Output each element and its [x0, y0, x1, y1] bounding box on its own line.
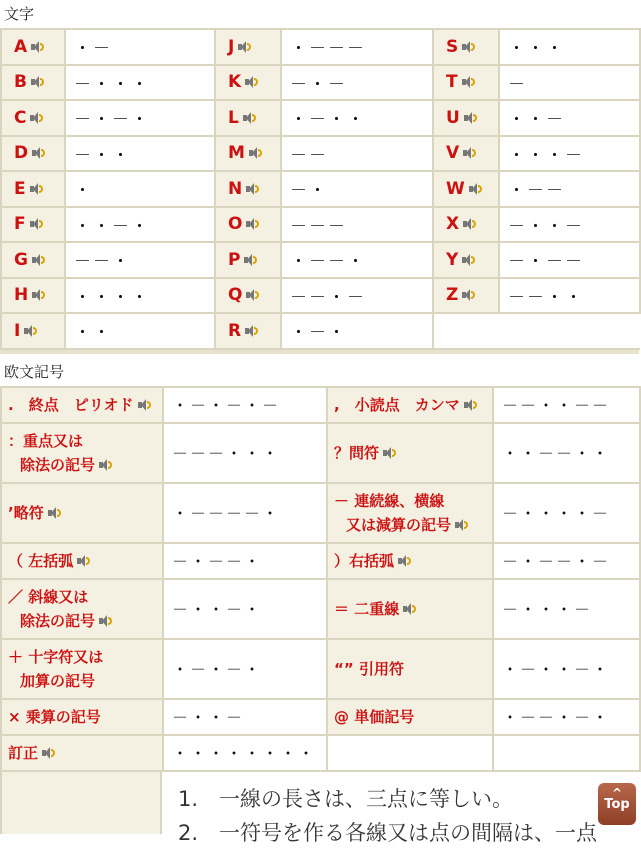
morse-code: －－ [281, 136, 433, 172]
morse-code: ・・・ [499, 29, 640, 65]
symbol-name: ＋ 十字符又は [8, 647, 104, 666]
letter-label: P [228, 249, 241, 270]
morse-code: － [499, 65, 640, 101]
letter-cell [215, 100, 281, 136]
speaker-icon[interactable] [464, 399, 477, 411]
letter-label: Y [446, 249, 459, 270]
symbol-label-cell [327, 699, 493, 735]
speaker-icon[interactable] [398, 555, 411, 567]
morse-code: －・－－・－ [493, 543, 640, 579]
morse-code: －－－・・・ [163, 423, 327, 483]
morse-code: ・・－－・・ [493, 423, 640, 483]
speaker-icon[interactable] [244, 254, 257, 266]
letter-label: F [14, 214, 26, 235]
symbol-name-line2 [8, 609, 162, 633]
letter-label: K [228, 72, 242, 93]
speaker-icon[interactable] [462, 41, 475, 53]
speaker-icon[interactable] [32, 147, 45, 159]
table-row [1, 735, 640, 771]
symbol-name-line2 [334, 513, 492, 537]
table-row [1, 483, 640, 543]
speaker-icon[interactable] [24, 325, 37, 337]
letter-label: L [228, 107, 239, 128]
morse-code: ・－・・ [281, 100, 433, 136]
letter-cell [215, 171, 281, 207]
speaker-icon[interactable] [32, 254, 45, 266]
symbol-name-line2 [8, 669, 162, 693]
morse-code: －・・・・－ [493, 483, 640, 543]
speaker-icon[interactable] [238, 41, 251, 53]
letter-cell [1, 171, 65, 207]
notes-section [0, 772, 639, 845]
letter-label: J [228, 36, 235, 57]
letter-label: B [14, 72, 27, 93]
morse-code: ・－・ [281, 313, 433, 349]
letter-cell [433, 278, 499, 314]
symbol-name: － 連続線、横線 [334, 491, 445, 510]
letter-label: Z [446, 285, 459, 306]
table-row [1, 171, 640, 207]
symbol-label-cell [327, 387, 493, 423]
letter-cell [215, 207, 281, 243]
symbol-label-cell [1, 387, 163, 423]
symbol-label-cell [1, 423, 163, 483]
table-row [1, 65, 640, 101]
symbol-name: ：重点又は [8, 431, 84, 450]
speaker-icon[interactable] [469, 183, 482, 195]
table-row [1, 639, 640, 699]
letter-cell [433, 136, 499, 172]
morse-code: ・－・・－・ [493, 639, 640, 699]
symbol-label-cell [1, 639, 163, 699]
symbol-name: “” 引用符 [334, 659, 404, 678]
symbol-label-cell [327, 543, 493, 579]
morse-code: ・－・－・ [163, 639, 327, 699]
morse-code: －・・－ [499, 207, 640, 243]
speaker-icon[interactable] [246, 183, 259, 195]
table-row [1, 242, 640, 278]
letter-cell [1, 100, 65, 136]
letter-label: D [14, 143, 29, 164]
speaker-icon[interactable] [138, 399, 151, 411]
letter-label: U [446, 107, 460, 128]
letter-label: X [446, 214, 460, 235]
symbol-name: ’略符 [8, 501, 162, 525]
letter-cell [215, 313, 281, 349]
symbols-table [0, 386, 641, 772]
speaker-icon[interactable] [99, 459, 112, 471]
morse-code: －－・・－－ [493, 387, 640, 423]
letter-cell [1, 207, 65, 243]
speaker-icon[interactable] [249, 147, 262, 159]
speaker-icon[interactable] [48, 507, 61, 519]
symbol-name: @ 単価記号 [334, 707, 415, 726]
morse-code: ・－－－ [281, 29, 433, 65]
table-row [1, 136, 640, 172]
letter-cell [215, 278, 281, 314]
letter-cell [215, 136, 281, 172]
morse-code: ・・・－ [499, 136, 640, 172]
letter-cell [215, 65, 281, 101]
morse-code: ・・・・・・・・ [163, 735, 327, 771]
table-row [1, 278, 640, 314]
speaker-icon[interactable] [31, 41, 44, 53]
symbol-name: （ 左括弧 [8, 549, 162, 573]
table-row [1, 387, 640, 423]
morse-code: ・－－・ [281, 242, 433, 278]
note-item: 1. 一線の長さは、三点に等しい。 [178, 786, 514, 811]
symbol-name-cont: 又は減算の記号 [346, 515, 452, 534]
symbol-name-cont: 加算の記号 [20, 671, 96, 690]
speaker-icon[interactable] [462, 76, 475, 88]
speaker-icon[interactable] [383, 447, 396, 459]
symbol-label-cell [1, 543, 163, 579]
letter-label: W [446, 178, 465, 199]
empty-cell [433, 313, 640, 349]
letter-cell [1, 65, 65, 101]
symbol-label-cell [327, 639, 493, 699]
morse-code: ・－ [65, 29, 215, 65]
speaker-icon[interactable] [42, 747, 55, 759]
symbol-name: , 小読点 カンマ [334, 393, 492, 417]
morse-code [493, 735, 640, 771]
morse-code: －・－－ [499, 242, 640, 278]
speaker-icon[interactable] [462, 289, 475, 301]
symbol-label-cell [327, 483, 493, 543]
letter-label: I [14, 320, 21, 341]
morse-code: －・－ [281, 65, 433, 101]
table-row [1, 313, 640, 349]
speaker-icon[interactable] [464, 112, 477, 124]
speaker-icon[interactable] [30, 218, 43, 230]
speaker-icon[interactable] [246, 218, 259, 230]
letter-label: R [228, 320, 242, 341]
symbol-name: ／ 斜線又は [8, 587, 89, 606]
letter-label: O [228, 214, 243, 235]
symbol-name-cont: 除法の記号 [20, 455, 96, 474]
table-row [1, 29, 640, 65]
speaker-icon[interactable] [30, 183, 43, 195]
letter-label: T [446, 72, 458, 93]
speaker-icon[interactable] [403, 603, 416, 615]
morse-code: －・－・ [65, 100, 215, 136]
letter-cell [1, 29, 65, 65]
morse-code: －－－ [281, 207, 433, 243]
speaker-icon[interactable] [463, 218, 476, 230]
symbol-label-cell [1, 699, 163, 735]
letters-table [0, 28, 641, 350]
letter-cell [1, 136, 65, 172]
letter-label: N [228, 178, 243, 199]
letter-cell [1, 313, 65, 349]
morse-code: －－・－ [281, 278, 433, 314]
letter-cell [1, 278, 65, 314]
morse-code: ・－・－・－ [163, 387, 327, 423]
speaker-icon[interactable] [243, 112, 256, 124]
morse-code: －－・・ [499, 278, 640, 314]
letter-cell [1, 242, 65, 278]
table-row [1, 100, 640, 136]
letter-cell [433, 242, 499, 278]
morse-code: －・ [281, 171, 433, 207]
letter-cell [433, 207, 499, 243]
symbol-label-cell [1, 579, 163, 639]
letter-label: S [446, 36, 459, 57]
speaker-icon[interactable] [99, 615, 112, 627]
speaker-icon[interactable] [245, 76, 258, 88]
morse-code: ・－－－－・ [163, 483, 327, 543]
morse-code: －・・・－ [493, 579, 640, 639]
letter-label: V [446, 143, 460, 164]
speaker-icon[interactable] [463, 147, 476, 159]
symbol-label-cell [327, 423, 493, 483]
letter-label: G [14, 249, 28, 270]
speaker-icon[interactable] [246, 289, 259, 301]
speaker-icon[interactable] [30, 112, 43, 124]
letter-label: M [228, 143, 245, 164]
morse-code: ・・－・ [65, 207, 215, 243]
morse-code: ・ [65, 171, 215, 207]
letter-label: A [14, 36, 28, 57]
morse-code: ・・－ [499, 100, 640, 136]
letter-cell [433, 65, 499, 101]
section-title-letters: 文字 [0, 0, 639, 28]
morse-code: －・・－ [163, 699, 327, 735]
morse-code: ・－－・－・ [493, 699, 640, 735]
letter-label: C [14, 107, 27, 128]
letter-cell [433, 29, 499, 65]
letter-cell [215, 242, 281, 278]
letter-label: Q [228, 285, 243, 306]
scroll-top-button[interactable] [598, 783, 636, 825]
symbol-label-cell [327, 735, 493, 771]
table-row [1, 579, 640, 639]
speaker-icon[interactable] [245, 325, 258, 337]
morse-code: －・－－・ [163, 543, 327, 579]
morse-code: －－・ [65, 242, 215, 278]
symbol-label-cell [1, 735, 163, 771]
table-row [1, 207, 640, 243]
symbol-name: × 乗算の記号 [8, 707, 101, 726]
symbol-name: ）右括弧 [334, 549, 492, 573]
symbol-label-cell [327, 579, 493, 639]
letter-cell [433, 100, 499, 136]
morse-code: －・・ [65, 136, 215, 172]
letter-cell [433, 171, 499, 207]
morse-code: －・・－・ [163, 579, 327, 639]
morse-code: ・－－ [499, 171, 640, 207]
scroll-top-label: Top [604, 797, 630, 812]
symbol-name-line2 [8, 453, 162, 477]
note-item: 2. 一符号を作る各線又は点の間隔は、一点 [178, 820, 598, 845]
symbol-label-cell [1, 483, 163, 543]
speaker-icon[interactable] [462, 254, 475, 266]
speaker-icon[interactable] [455, 519, 468, 531]
table-row [1, 699, 640, 735]
speaker-icon[interactable] [77, 555, 90, 567]
speaker-icon[interactable] [32, 289, 45, 301]
letter-label: E [14, 178, 26, 199]
morse-code: －・・・ [65, 65, 215, 101]
morse-code: ・・ [65, 313, 215, 349]
table-row [1, 543, 640, 579]
symbol-name: ？問符 [334, 441, 492, 465]
letter-cell [215, 29, 281, 65]
symbol-name: 訂正 [8, 741, 162, 765]
caret-up-icon: ^ [611, 786, 623, 800]
symbol-name: . 終点 ピリオド [8, 393, 162, 417]
symbol-name-cont: 除法の記号 [20, 611, 96, 630]
morse-code: ・・・・ [65, 278, 215, 314]
symbol-name: ＝ 二重線 [334, 597, 492, 621]
speaker-icon[interactable] [31, 76, 44, 88]
letter-label: H [14, 285, 29, 306]
section-title-symbols: 欧文記号 [0, 350, 639, 386]
table-row [1, 423, 640, 483]
